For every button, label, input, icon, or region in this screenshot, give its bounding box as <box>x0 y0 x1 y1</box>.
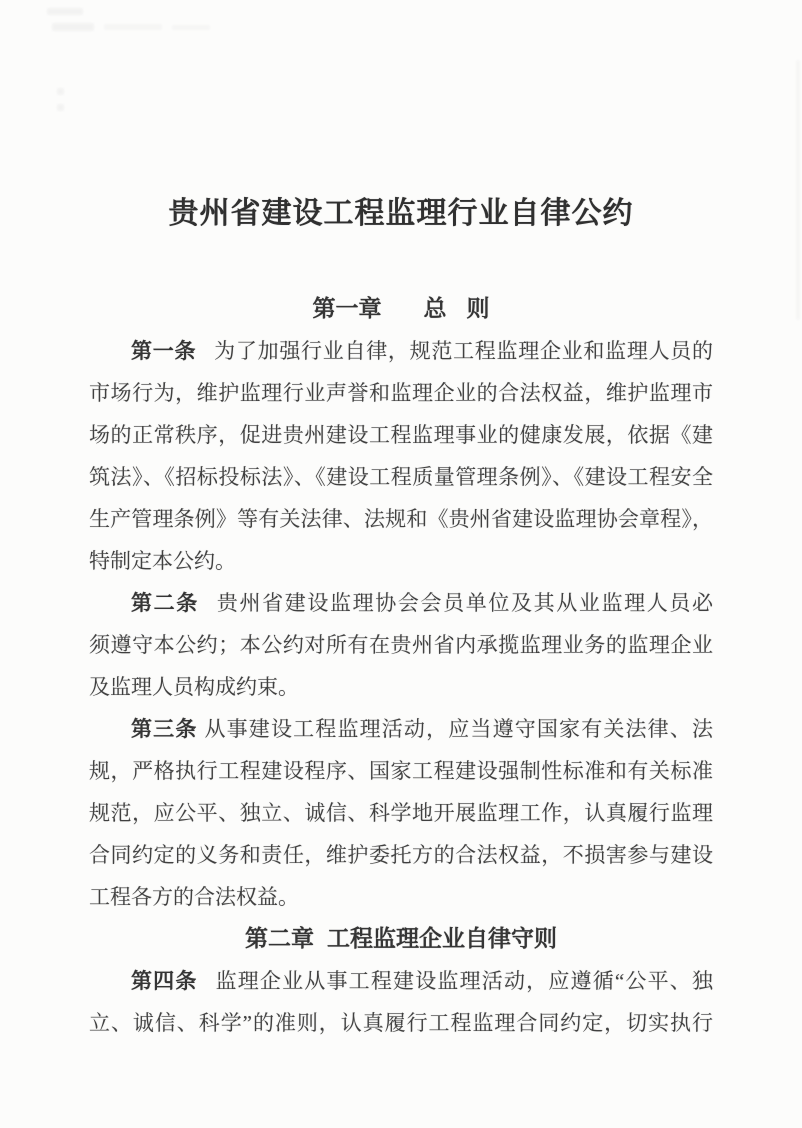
text-line <box>89 1002 713 1044</box>
line-text: 筑法》、《招标投标法》、《建设工程质量管理条例》、《建设工程安全 <box>89 465 713 489</box>
chapter-label: 第一章 <box>312 296 382 321</box>
line-text: 合同约定的义务和责任，维护委托方的合法权益，不损害参与建设 <box>89 843 713 867</box>
line-text: 及监理人员构成约束。 <box>89 675 299 699</box>
line-text: 特制定本公约。 <box>89 549 236 573</box>
line-text: 立、诚信、科学”的准则，认真履行工程监理合同约定，切实执行 <box>89 1011 713 1035</box>
text-line <box>89 414 713 456</box>
text-line <box>89 750 713 792</box>
line-text: 为了加强行业自律，规范工程监理企业和监理人员的 <box>214 339 714 363</box>
chapter-title: 工程监理企业自律守则 <box>327 926 557 951</box>
scan-artifact <box>52 23 94 31</box>
text-line <box>89 582 713 624</box>
text-line <box>89 330 713 372</box>
chapter-title: 总则 <box>423 296 510 321</box>
line-text: 市场行为，维护监理行业声誉和监理企业的合法权益，维护监理市 <box>89 381 713 405</box>
text-line <box>89 834 713 876</box>
scan-artifact <box>104 24 162 30</box>
line-text: 生产管理条例》等有关法律、法规和《贵州省建设监理协会章程》， <box>89 507 713 531</box>
line-text: 须遵守本公约；本公约对所有在贵州省内承揽监理业务的监理企业 <box>89 633 713 657</box>
chapter-heading <box>89 288 713 330</box>
chapter-label: 第二章 <box>245 926 314 951</box>
article-number: 第四条 <box>131 969 198 993</box>
line-text: 从事建设工程监理活动，应当遵守国家有关法律、法 <box>204 717 714 741</box>
scan-artifact <box>57 104 64 111</box>
document-title: 贵州省建设工程监理行业自律公约 <box>168 197 634 230</box>
text-line <box>89 540 713 582</box>
line-text: 贵州省建设监理协会会员单位及其从业监理人员必 <box>216 591 713 615</box>
line-text: 工程各方的合法权益。 <box>89 885 299 909</box>
text-line <box>89 876 713 918</box>
document-flow <box>89 288 713 1044</box>
scan-artifact <box>57 88 64 95</box>
text-line <box>89 792 713 834</box>
scan-artifact <box>47 8 83 15</box>
text-line <box>89 372 713 414</box>
chapter-heading <box>89 918 713 960</box>
line-text: 场的正常秩序，促进贵州建设工程监理事业的健康发展，依据《建 <box>89 423 713 447</box>
text-line <box>89 708 713 750</box>
text-line <box>89 960 713 1002</box>
article-number: 第二条 <box>131 591 199 615</box>
line-text: 规，严格执行工程建设程序、国家工程建设强制性标准和有关标准 <box>89 759 713 783</box>
article-number: 第一条 <box>131 339 197 363</box>
text-line <box>89 456 713 498</box>
scan-artifact <box>172 25 210 30</box>
article-number: 第三条 <box>131 717 198 741</box>
text-line <box>89 666 713 708</box>
text-line <box>89 624 713 666</box>
text-line <box>89 498 713 540</box>
line-text: 规范，应公平、独立、诚信、科学地开展监理工作，认真履行监理 <box>89 801 713 825</box>
line-text: 监理企业从事工程建设监理活动，应遵循“公平、独 <box>215 969 713 993</box>
